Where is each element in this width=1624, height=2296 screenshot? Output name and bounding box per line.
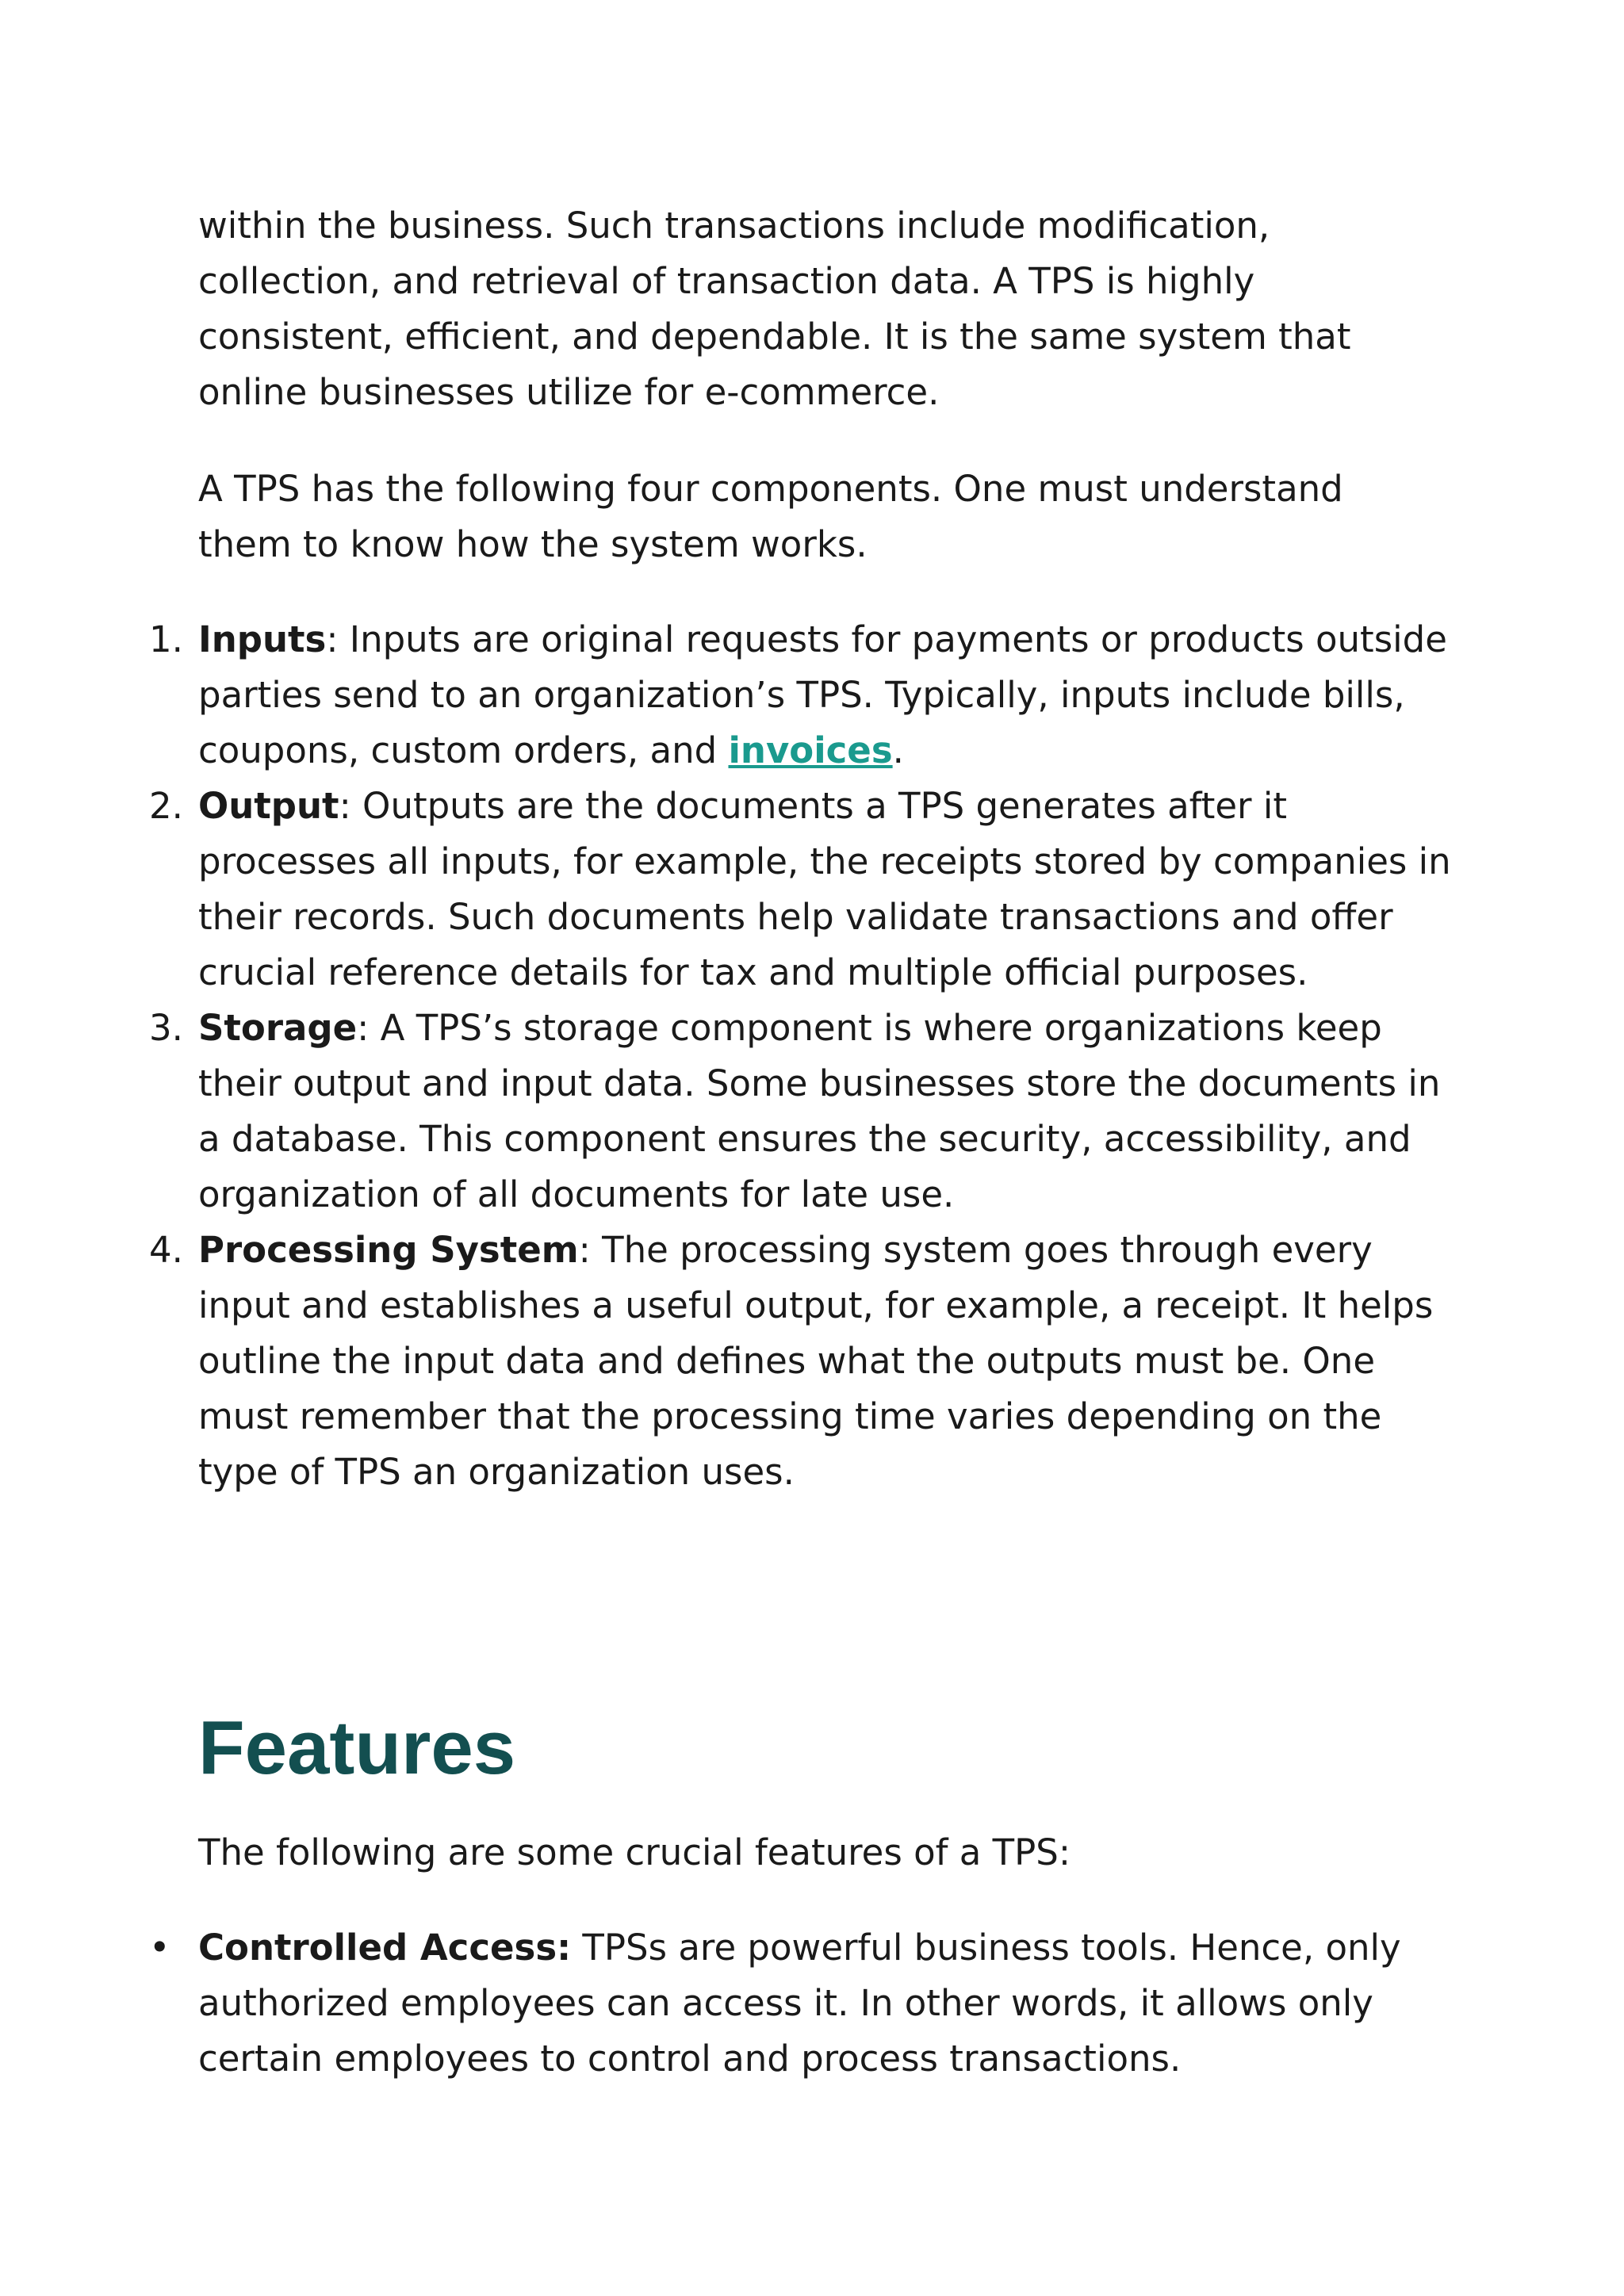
- item-text-end: .: [892, 729, 904, 771]
- features-list: [149, 1920, 1435, 2087]
- list-item-storage: [149, 1001, 1451, 1223]
- features-heading: Features: [198, 1705, 516, 1790]
- term-processing-system: Processing System: [198, 1229, 579, 1271]
- intro-paragraph: within the business. Such transactions include modification, collection, and retrieval of transaction data. A TPS is highly consistent, efficient, and dependable. It is the same system that online businesses utilize for e-commerce.: [198, 205, 1351, 413]
- components-intro-paragraph: A TPS has the following four components. One must understand them to know how the system works.: [198, 468, 1343, 565]
- list-number: 3.: [149, 1007, 183, 1049]
- item-text: : The processing system goes through every input and establishes a useful output, for example, a receipt. It helps outline the input data and defines what the outputs must be. One must remember that the processing time varies depending on the type of TPS an organization uses.: [198, 1229, 1434, 1493]
- document-page: [149, 198, 1451, 2087]
- list-item-output: [149, 779, 1451, 1001]
- invoices-link[interactable]: invoices: [728, 729, 893, 771]
- item-text: : Outputs are the documents a TPS generates after it processes all inputs, for example, the receipts stored by companies in their records. Such documents help validate transactions and offer crucial reference details for tax and multiple official purposes.: [198, 785, 1451, 993]
- term-output: Output: [198, 785, 339, 827]
- list-number: 4.: [149, 1229, 183, 1271]
- list-item-processing-system: [149, 1223, 1451, 1500]
- bullet-icon: •: [149, 1927, 170, 1969]
- item-text: : A TPS’s storage component is where organizations keep their output and input data. Some businesses store the documents in a database. This component ensures the security, accessibility, and organization of all documents for late use.: [198, 1007, 1441, 1215]
- list-number: 2.: [149, 785, 183, 827]
- list-item-controlled-access: [149, 1920, 1435, 2087]
- term-controlled-access: Controlled Access:: [198, 1927, 572, 1969]
- term-inputs: Inputs: [198, 618, 327, 660]
- list-number: 1.: [149, 618, 183, 660]
- list-item-inputs: [149, 612, 1451, 779]
- item-text: : Inputs are original requests for payments or products outside parties send to an organization’s TPS. Typically, inputs include bills, coupons, custom orders, and: [198, 618, 1447, 771]
- item-text: TPSs are powerful business tools. Hence, only authorized employees can access it. In other words, it allows only certain employees to control and process transactions.: [198, 1927, 1401, 2080]
- term-storage: Storage: [198, 1007, 358, 1049]
- features-intro-paragraph: The following are some crucial features of a TPS:: [198, 1831, 1071, 1873]
- components-list: [149, 612, 1451, 1500]
